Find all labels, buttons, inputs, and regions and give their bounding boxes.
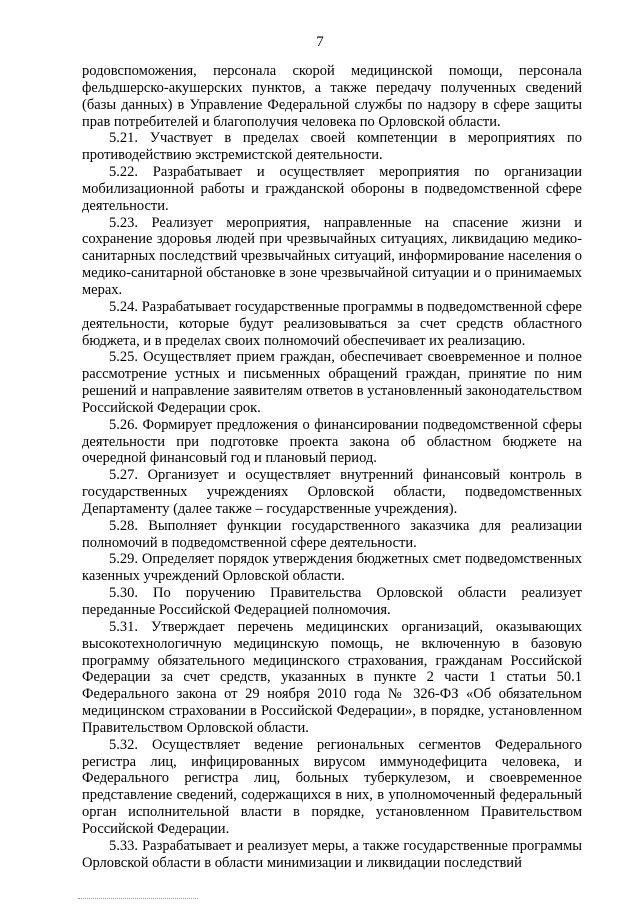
paragraph-5-21: 5.21. Участвует в пределах своей компетенции в мероприятиях по противодействию экстремистской деятельности. <box>82 130 582 164</box>
paragraph-5-32: 5.32. Осуществляет ведение региональных сегментов Федерального регистра лиц, инфицированных вирусом иммунодефицита человека, и Федерального регистра лиц, больных туберкулезом, и своевременное представление сведений, содержащихся в них, в уполномоченный федеральный орган исполнительной власти в порядке, установленном Правительством Российской Федерации. <box>82 736 582 837</box>
paragraph-5-24: 5.24. Разрабатывает государственные программы в подведомственной сфере деятельности, которые будут реализовываться за счет средств областного бюджета, и в пределах своих полномочий обеспечивает их реализацию. <box>82 298 582 349</box>
paragraph-5-23: 5.23. Реализует мероприятия, направленные на спасение жизни и сохранение здоровья людей при чрезвычайных ситуациях, ликвидацию медико-санитарных последствий чрезвычайных ситуаций, информирование населения о медико-санитарной обстановке в зоне чрезвычайной ситуации и о принимаемых мерах. <box>82 214 582 298</box>
scan-artifact-divider <box>78 898 198 902</box>
paragraph-5-30: 5.30. По поручению Правительства Орловской области реализует переданные Российской Федерацией полномочия. <box>82 585 582 618</box>
paragraph-5-25: 5.25. Осуществляет прием граждан, обеспечивает своевременное и полное рассмотрение устных и письменных обращений граждан, принятие по ним решений и направление заявителям ответов в установленный законодательством Российской Федерации срок. <box>82 349 582 416</box>
paragraph-5-22: 5.22. Разрабатывает и осуществляет мероприятия по организации мобилизационной работы и гражданской обороны в подведомственной сфере деятельности. <box>82 164 582 214</box>
paragraph-continuation: родовспоможения, персонала скорой медицинской помощи, персонала фельдшерско-акушерских пунктов, а также передачу полученных сведений (базы данных) в Управление Федеральной службы по надзору в сфере защиты прав потребителей и благополучия человека по Орловской области. <box>82 63 582 130</box>
paragraph-5-33: 5.33. Разрабатывает и реализует меры, а также государственные программы Орловской области в области минимизации и ликвидации последствий <box>82 837 582 871</box>
paragraph-5-27: 5.27. Организует и осуществляет внутренний финансовый контроль в государственных учреждениях Орловской области, подведомственных Департаменту (далее также – государственные учреждения). <box>82 467 582 517</box>
paragraph-5-26: 5.26. Формирует предложения о финансировании подведомственной сферы деятельности при подготовке проекта закона об областном бюджете на очередной финансовый год и плановый период. <box>82 416 582 467</box>
document-body <box>82 63 582 872</box>
paragraph-5-31: 5.31. Утверждает перечень медицинских организаций, оказывающих высокотехнологичную медицинскую помощь, не включенную в базовую программу обязательного медицинского страхования, гражданам Российской Федерации за счет средств, указанных в пункте 2 части 1 статьи 50.1 Федерального закона от 29 ноября 2010 года № 326-ФЗ «Об обязательном медицинском страховании в Российской Федерации», в порядке, установленном Правительством Орловской области. <box>82 618 582 736</box>
paragraph-5-28: 5.28. Выполняет функции государственного заказчика для реализации полномочий в подведомственной сфере деятельности. <box>82 517 582 551</box>
paragraph-5-29: 5.29. Определяет порядок утверждения бюджетных смет подведомственных казенных учреждений Орловской области. <box>82 551 582 585</box>
page-number: 7 <box>316 34 324 50</box>
